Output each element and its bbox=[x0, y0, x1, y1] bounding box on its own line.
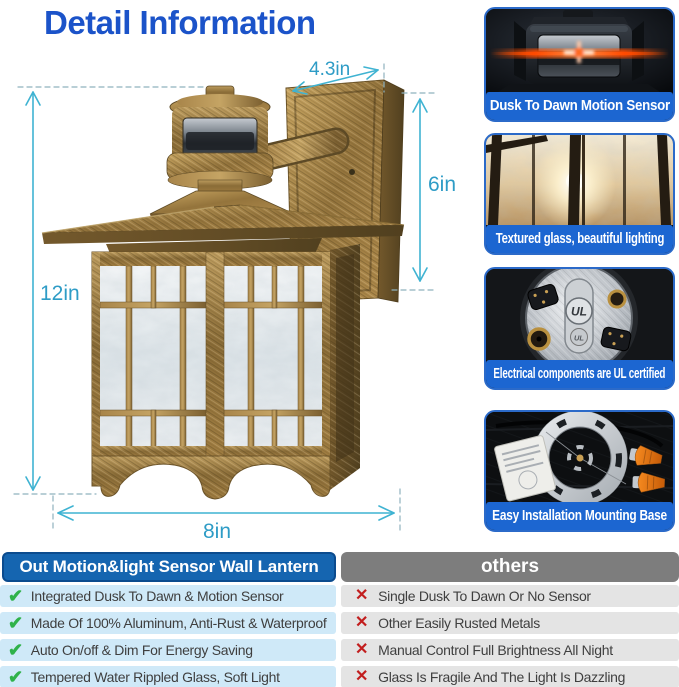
mounting-base-image bbox=[486, 412, 673, 502]
comparison-row-pro bbox=[0, 639, 336, 661]
motion-sensor-head bbox=[167, 86, 273, 189]
feature-card-caption bbox=[486, 360, 673, 388]
comparison-row-con bbox=[341, 666, 679, 687]
check-icon: ✔ bbox=[8, 586, 23, 606]
feature-card-motion-sensor bbox=[484, 7, 675, 122]
cross-icon: ✕ bbox=[355, 668, 369, 685]
lantern-body bbox=[92, 244, 360, 499]
check-icon: ✔ bbox=[8, 613, 23, 633]
page-title: Detail Information bbox=[44, 4, 316, 41]
caption-label: Easy Installation Mounting Base bbox=[492, 508, 667, 524]
dimension-plate-width: 4.3in bbox=[309, 59, 351, 80]
feature-card-mounting-base bbox=[484, 410, 675, 532]
feature-card-textured-glass bbox=[484, 133, 675, 255]
feature-card-caption bbox=[486, 92, 673, 120]
comparison-row-pro bbox=[0, 585, 336, 607]
comparison-item-label: Auto On/off & Dim For Energy Saving bbox=[30, 642, 253, 658]
cross-icon: ✕ bbox=[355, 587, 369, 604]
comparison-item-label: Made Of 100% Aluminum, Anti-Rust & Waterproof bbox=[30, 615, 327, 631]
caption-label: Dusk To Dawn Motion Sensor bbox=[489, 98, 670, 114]
feature-card-ul-certified bbox=[484, 267, 675, 390]
comparison-row-con bbox=[341, 612, 679, 634]
feature-card-caption bbox=[486, 502, 673, 530]
dimension-body-width: 8in bbox=[203, 520, 232, 543]
comparison-row-pro bbox=[0, 612, 336, 634]
comparison-header-others: others bbox=[341, 552, 679, 582]
comparison-row-con bbox=[341, 639, 679, 661]
ul-certified-image bbox=[486, 269, 673, 360]
textured-glass-image bbox=[486, 135, 673, 225]
caption-label: Textured glass, beautiful lighting bbox=[495, 231, 664, 247]
comparison-item-label: Other Easily Rusted Metals bbox=[378, 615, 540, 631]
ul-mark: UL bbox=[571, 304, 587, 319]
comparison-item-label: Manual Control Full Brightness All Night bbox=[378, 642, 613, 658]
comparison-item-label: Single Dusk To Dawn Or No Sensor bbox=[378, 588, 591, 604]
cross-icon: ✕ bbox=[355, 641, 369, 658]
comparison-item-label: Integrated Dusk To Dawn & Motion Sensor bbox=[30, 588, 284, 604]
comparison-item-label: Glass Is Fragile And The Light Is Dazzling bbox=[378, 669, 626, 685]
check-icon: ✔ bbox=[8, 640, 23, 660]
comparison-header-product: Out Motion&light Sensor Wall Lantern bbox=[2, 552, 336, 582]
cross-icon: ✕ bbox=[355, 614, 369, 631]
dimension-total-height: 12in bbox=[40, 282, 80, 305]
feature-card-caption bbox=[486, 225, 673, 253]
comparison-row-con bbox=[341, 585, 679, 607]
mounting-arm bbox=[264, 141, 336, 158]
check-icon: ✔ bbox=[8, 667, 23, 687]
comparison-item-label: Tempered Water Rippled Glass, Soft Light bbox=[30, 669, 280, 685]
ul-mark-small: UL bbox=[574, 333, 584, 343]
caption-label: Electrical components are UL certified bbox=[493, 366, 666, 382]
motion-sensor-image bbox=[486, 9, 673, 92]
dimension-plate-height: 6in bbox=[428, 173, 457, 196]
comparison-row-pro bbox=[0, 666, 336, 687]
